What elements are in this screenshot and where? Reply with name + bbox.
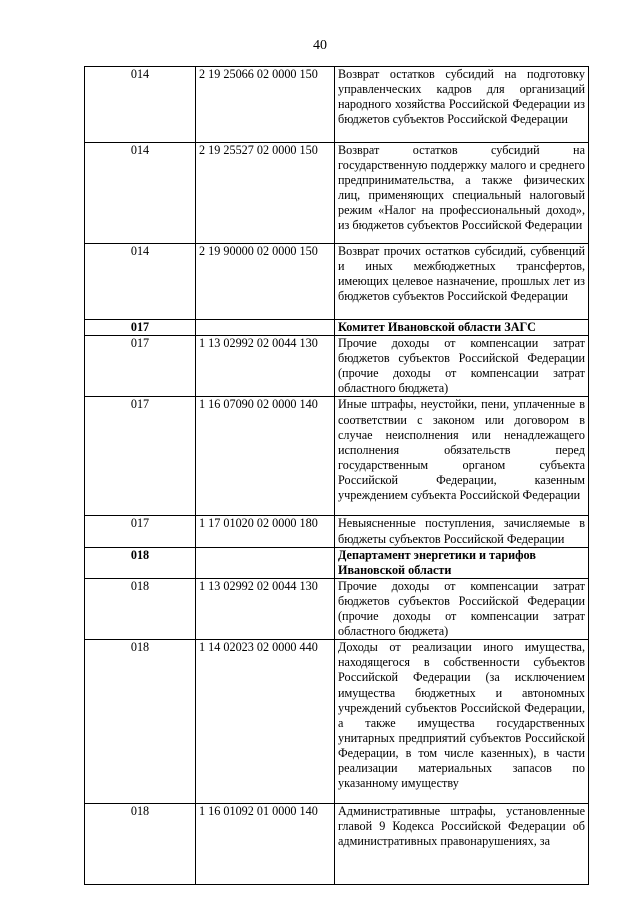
budget-code-cell: 2 19 25066 02 0000 150 — [196, 67, 335, 143]
budget-code-cell: 1 16 07090 02 0000 140 — [196, 397, 335, 516]
budget-code-cell — [196, 320, 335, 336]
budget-code-cell — [196, 547, 335, 578]
revenue-name-cell: Иные штрафы, неустойки, пени, уплаченные в соответствии с законом или договором в случае неисполнения или ненадлежащего исполнения обязательств перед государственным органом субъекта Российской Федерации, казенным учреждением субъекта Российской Федерации — [335, 397, 589, 516]
admin-code-cell: 018 — [85, 547, 196, 578]
revenue-name-cell: Возврат остатков субсидий на государственную поддержку малого и среднего предпринимательства, а также физических лиц, применяющих специальный налоговый режим «Налог на профессиональный доход», из бюджетов субъектов Российской Федерации — [335, 143, 589, 244]
administrator-name-cell: Департамент энергетики и тарифов Ивановской области — [335, 547, 589, 578]
table-row — [85, 516, 589, 547]
table-row — [85, 336, 589, 397]
revenue-codes-table — [84, 66, 589, 885]
revenue-name-cell: Возврат прочих остатков субсидий, субвенций и иных межбюджетных трансфертов, имеющих целевое назначение, прошлых лет из бюджетов субъектов Российской Федерации — [335, 244, 589, 320]
revenue-name-cell: Доходы от реализации иного имущества, находящегося в собственности субъектов Российской Федерации (за исключением имущества бюджетных и автономных учреждений субъектов Российской Федерации, а также имущества государственных унитарных предприятий субъектов Российской Федерации, в том числе казенных), в части реализации материальных запасов по указанному имуществу — [335, 640, 589, 804]
revenue-name-cell: Возврат остатков субсидий на подготовку управленческих кадров для организаций народного хозяйства Российской Федерации из бюджетов субъектов Российской Федерации — [335, 67, 589, 143]
budget-code-cell: 1 14 02023 02 0000 440 — [196, 640, 335, 804]
budget-code-cell: 1 13 02992 02 0044 130 — [196, 336, 335, 397]
admin-code-cell: 017 — [85, 336, 196, 397]
budget-code-cell: 1 13 02992 02 0044 130 — [196, 578, 335, 639]
table-row — [85, 397, 589, 516]
revenue-name-cell: Административные штрафы, установленные главой 9 Кодекса Российской Федерации об административных правонарушениях, за — [335, 804, 589, 885]
table-row — [85, 244, 589, 320]
admin-code-cell: 017 — [85, 397, 196, 516]
admin-code-cell: 014 — [85, 67, 196, 143]
admin-code-cell: 018 — [85, 578, 196, 639]
table-row — [85, 143, 589, 244]
table-row — [85, 804, 589, 885]
administrator-group-row — [85, 320, 589, 336]
page-number: 40 — [313, 38, 327, 53]
table-row — [85, 640, 589, 804]
administrator-group-row — [85, 547, 589, 578]
admin-code-cell: 017 — [85, 320, 196, 336]
table-row — [85, 578, 589, 639]
admin-code-cell: 014 — [85, 244, 196, 320]
budget-code-cell: 1 17 01020 02 0000 180 — [196, 516, 335, 547]
revenue-name-cell: Прочие доходы от компенсации затрат бюджетов субъектов Российской Федерации (прочие доходы от компенсации затрат областного бюджета) — [335, 578, 589, 639]
budget-code-cell: 1 16 01092 01 0000 140 — [196, 804, 335, 885]
table-row — [85, 67, 589, 143]
revenue-name-cell: Прочие доходы от компенсации затрат бюджетов субъектов Российской Федерации (прочие доходы от компенсации затрат областного бюджета) — [335, 336, 589, 397]
budget-code-cell: 2 19 90000 02 0000 150 — [196, 244, 335, 320]
revenue-name-cell: Невыясненные поступления, зачисляемые в бюджеты субъектов Российской Федерации — [335, 516, 589, 547]
budget-code-cell: 2 19 25527 02 0000 150 — [196, 143, 335, 244]
admin-code-cell: 014 — [85, 143, 196, 244]
admin-code-cell: 018 — [85, 640, 196, 804]
administrator-name-cell: Комитет Ивановской области ЗАГС — [335, 320, 589, 336]
admin-code-cell: 018 — [85, 804, 196, 885]
admin-code-cell: 017 — [85, 516, 196, 547]
